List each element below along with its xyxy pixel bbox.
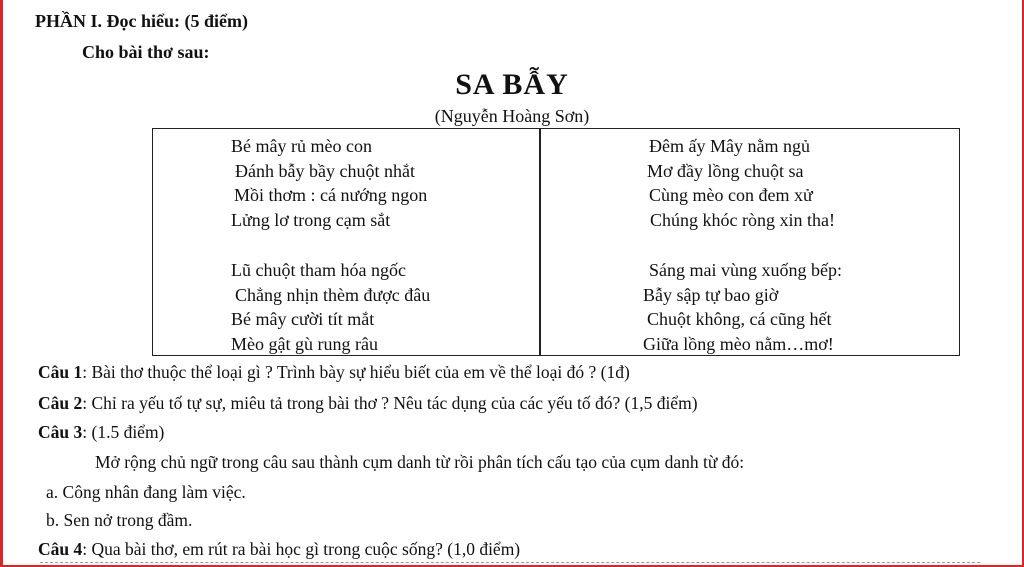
verse-line: Mồi thơm : cá nướng ngon [234, 185, 428, 205]
question-3-item-b: b. Sen nở trong đầm. [46, 510, 193, 530]
question-2-label: Câu 2 [38, 393, 83, 413]
verse-line: Bé mây cười tít mắt [231, 309, 375, 329]
poem-left-column [231, 134, 631, 354]
verse-line: Chẳng nhịn thèm được đâu [235, 284, 431, 305]
verse-line: Chuột không, cá cũng hết [647, 309, 832, 329]
poem-author: (Nguyễn Hoàng Sơn) [434, 106, 590, 126]
stanza-gap [647, 232, 1024, 258]
question-4-label: Câu 4 [38, 539, 83, 559]
poem-table [152, 128, 960, 356]
section-heading: PHẦN I. Đọc hiểu: (5 điểm) [35, 11, 248, 31]
section-intro: Cho bài thơ sau: [82, 42, 210, 62]
question-4 [38, 538, 520, 560]
poem-right-column [643, 134, 1024, 354]
verse-line: Lửng lơ trong cạm sắt [231, 209, 391, 230]
question-1-text: : Bài thơ thuộc thể loại gì ? Trình bày sự hiểu biết của em về thể loại đó ? (1đ) [82, 362, 630, 382]
verse-line: Sáng mai vùng xuống bếp: [649, 260, 842, 280]
verse-line: Đêm ấy Mây nằm ngủ [649, 136, 810, 156]
question-3-text: : (1.5 điểm) [82, 422, 165, 442]
question-2-text: : Chỉ ra yếu tố tự sự, miêu tả trong bài thơ ? Nêu tác dụng của các yếu tố đó? (1,5 điểm) [82, 393, 698, 413]
question-3-label: Câu 3 [38, 422, 83, 442]
question-3-instruction: Mở rộng chủ ngữ trong câu sau thành cụm danh từ rồi phân tích cấu tạo của cụm danh từ đó: [95, 452, 745, 472]
question-2 [38, 392, 698, 414]
verse-line: Đánh bẫy bầy chuột nhắt [235, 160, 415, 181]
verse-line: Lũ chuột tham hóa ngốc [231, 260, 406, 280]
poem-title: SA BẪY [455, 68, 569, 101]
question-1-label: Câu 1 [38, 362, 83, 382]
verse-line: Mèo gật gù rung râu [231, 333, 378, 354]
verse-line: Mơ đầy lồng chuột sa [647, 160, 804, 181]
stanza-gap [231, 232, 631, 258]
verse-line: Chúng khóc ròng xin tha! [650, 209, 835, 230]
verse-line: Bẫy sập tự bao giờ [643, 284, 779, 305]
question-1 [38, 361, 630, 383]
verse-line: Giữa lồng mèo nằm…mơ! [643, 333, 834, 354]
question-3-item-a: a. Công nhân đang làm việc. [46, 482, 246, 502]
page-bottom-rule [40, 562, 980, 564]
question-4-text: : Qua bài thơ, em rút ra bài học gì trong cuộc sống? (1,0 điểm) [82, 539, 521, 559]
verse-line: Bé mây rủ mèo con [231, 136, 372, 156]
question-3 [38, 421, 164, 443]
verse-line: Cùng mèo con đem xử [649, 185, 813, 205]
